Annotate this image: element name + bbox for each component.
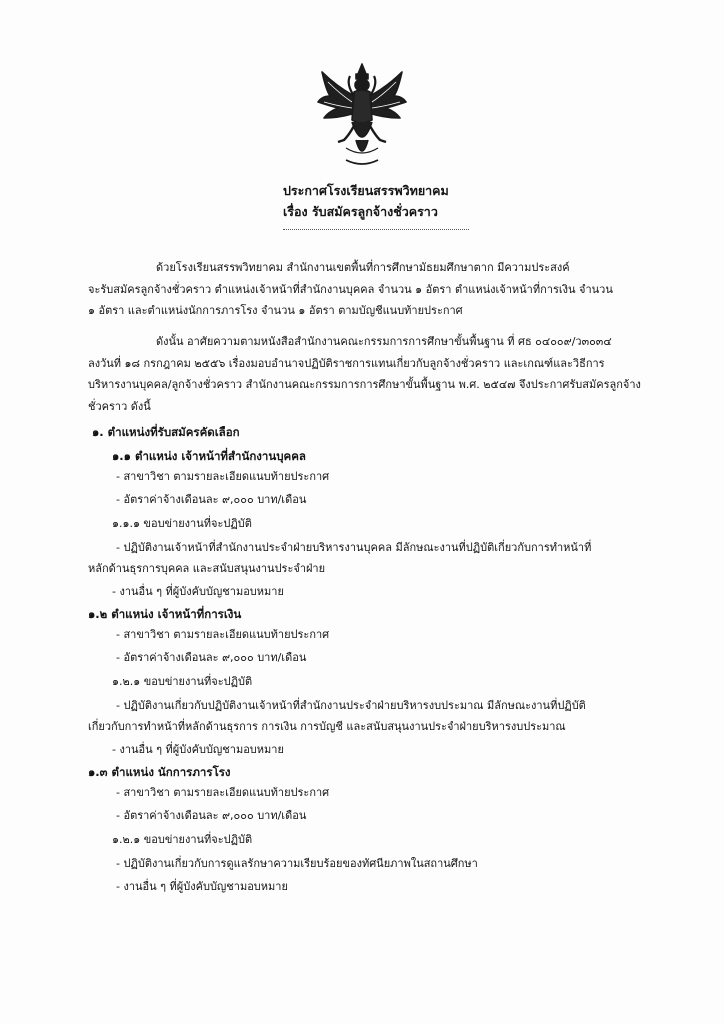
position-1-duty-cont: หลักด้านธุรการบุคคล และสนับสนุนงานประจำฝ่าย: [88, 562, 326, 575]
position-1-salary: - อัตราค่าจ้างเดือนละ ๙,๐๐๐ บาท/เดือน: [116, 493, 307, 506]
paragraph-line: จะรับสมัครลูกจ้างชั่วคราว ตำแหน่งเจ้าหน้าที่สำนักงานบุคคล จำนวน ๑ อัตรา ตำแหน่งเจ้าหน้าที่การเงิน จำนวน: [88, 282, 613, 296]
position-3-scope: ๑.๒.๑ ขอบข่ายงานที่จะปฏิบัติ: [112, 833, 253, 846]
section-1-heading: ๑. ตำแหน่งที่รับสมัครคัดเลือก: [92, 425, 240, 439]
announcement-header: [283, 180, 533, 222]
position-2-field: - สาขาวิชา ตามรายละเอียดแนบท้ายประกาศ: [116, 628, 330, 641]
position-3-field: - สาขาวิชา ตามรายละเอียดแนบท้ายประกาศ: [116, 786, 330, 799]
position-2-salary: - อัตราค่าจ้างเดือนละ ๙,๐๐๐ บาท/เดือน: [116, 651, 307, 664]
position-2-duty: - ปฏิบัติงานเกี่ยวกับปฏิบัติงานเจ้าหน้าที่สำนักงานประจำฝ่ายบริหารงบประมาณ มีลักษณะงานที่ปฏิบัติ: [116, 699, 586, 712]
announcement-subject: เรื่อง รับสมัครลูกจ้างชั่วคราว: [283, 204, 438, 219]
position-1-heading: ๑.๑ ตำแหน่ง เจ้าหน้าที่สำนักงานบุคคล: [112, 449, 306, 463]
paragraph-line: ดังนั้น อาศัยความตามหนังสือสำนักงานคณะกรรมการการศึกษาขั้นพื้นฐาน ที่ ศธ ๐๔๐๐๙/ว๓๐๓๔: [156, 335, 612, 348]
position-2-other: - งานอื่น ๆ ที่ผู้บังคับบัญชามอบหมาย: [112, 743, 284, 756]
position-1-other: - งานอื่น ๆ ที่ผู้บังคับบัญชามอบหมาย: [112, 585, 284, 598]
position-1-field: - สาขาวิชา ตามรายละเอียดแนบท้ายประกาศ: [116, 470, 330, 483]
paragraph-line: บริหารงานบุคคล/ลูกจ้างชั่วคราว สำนักงานคณะกรรมการการศึกษาขั้นพื้นฐาน พ.ศ. ๒๕๔๗ จึงประกาศรับสมัครลูกจ้าง: [88, 378, 641, 391]
paragraph-line: ชั่วคราว ดังนี้: [88, 399, 151, 413]
position-2-duty-cont: เกี่ยวกับการทำหน้าที่หลักด้านธุรการ การเงิน การบัญชี และสนับสนุนงานประจำฝ่ายบริหารงบประมาณ: [88, 720, 566, 733]
paragraph-line: ด้วยโรงเรียนสรรพวิทยาคม สำนักงานเขตพื้นที่การศึกษามัธยมศึกษาตาก มีความประสงค์: [156, 261, 570, 274]
announcement-title: ประกาศโรงเรียนสรรพวิทยาคม: [283, 183, 449, 198]
paragraph-line: ๑ อัตรา และตำแหน่งนักการภารโรง จำนวน ๑ อัตรา ตามบัญชีแนบท้ายประกาศ: [88, 304, 463, 317]
position-1-duty: - ปฏิบัติงานเจ้าหน้าที่สำนักงานประจำฝ่ายบริหารงานบุคคล มีลักษณะงานที่ปฏิบัติเกี่ยวกับการทำหน้าที่: [116, 541, 592, 554]
position-3-heading: ๑.๓ ตำแหน่ง นักการภารโรง: [88, 765, 231, 779]
position-3-duty: - ปฏิบัติงานเกี่ยวกับการดูแลรักษาความเรียบร้อยของทัศนียภาพในสถานศึกษา: [116, 857, 478, 870]
title-divider: [283, 229, 469, 230]
paragraph-line: ลงวันที่ ๑๘ กรกฎาคม ๒๕๕๖ เรื่องมอบอำนาจปฏิบัติราชการแทนเกี่ยวกับลูกจ้างชั่วคราว และเกณฑ์และวิธีการ: [88, 356, 605, 370]
position-3-salary: - อัตราค่าจ้างเดือนละ ๙,๐๐๐ บาท/เดือน: [116, 809, 307, 822]
position-1-scope: ๑.๑.๑ ขอบข่ายงานที่จะปฏิบัติ: [112, 517, 252, 530]
intro-paragraph-1: [88, 257, 668, 322]
position-2-scope: ๑.๒.๑ ขอบข่ายงานที่จะปฏิบัติ: [112, 675, 253, 688]
position-2-heading: ๑.๒ ตำแหน่ง เจ้าหน้าที่การเงิน: [88, 607, 242, 621]
position-3-other: - งานอื่น ๆ ที่ผู้บังคับบัญชามอบหมาย: [116, 880, 288, 893]
intro-paragraph-2: [88, 331, 668, 417]
garuda-emblem-icon: [316, 62, 408, 170]
